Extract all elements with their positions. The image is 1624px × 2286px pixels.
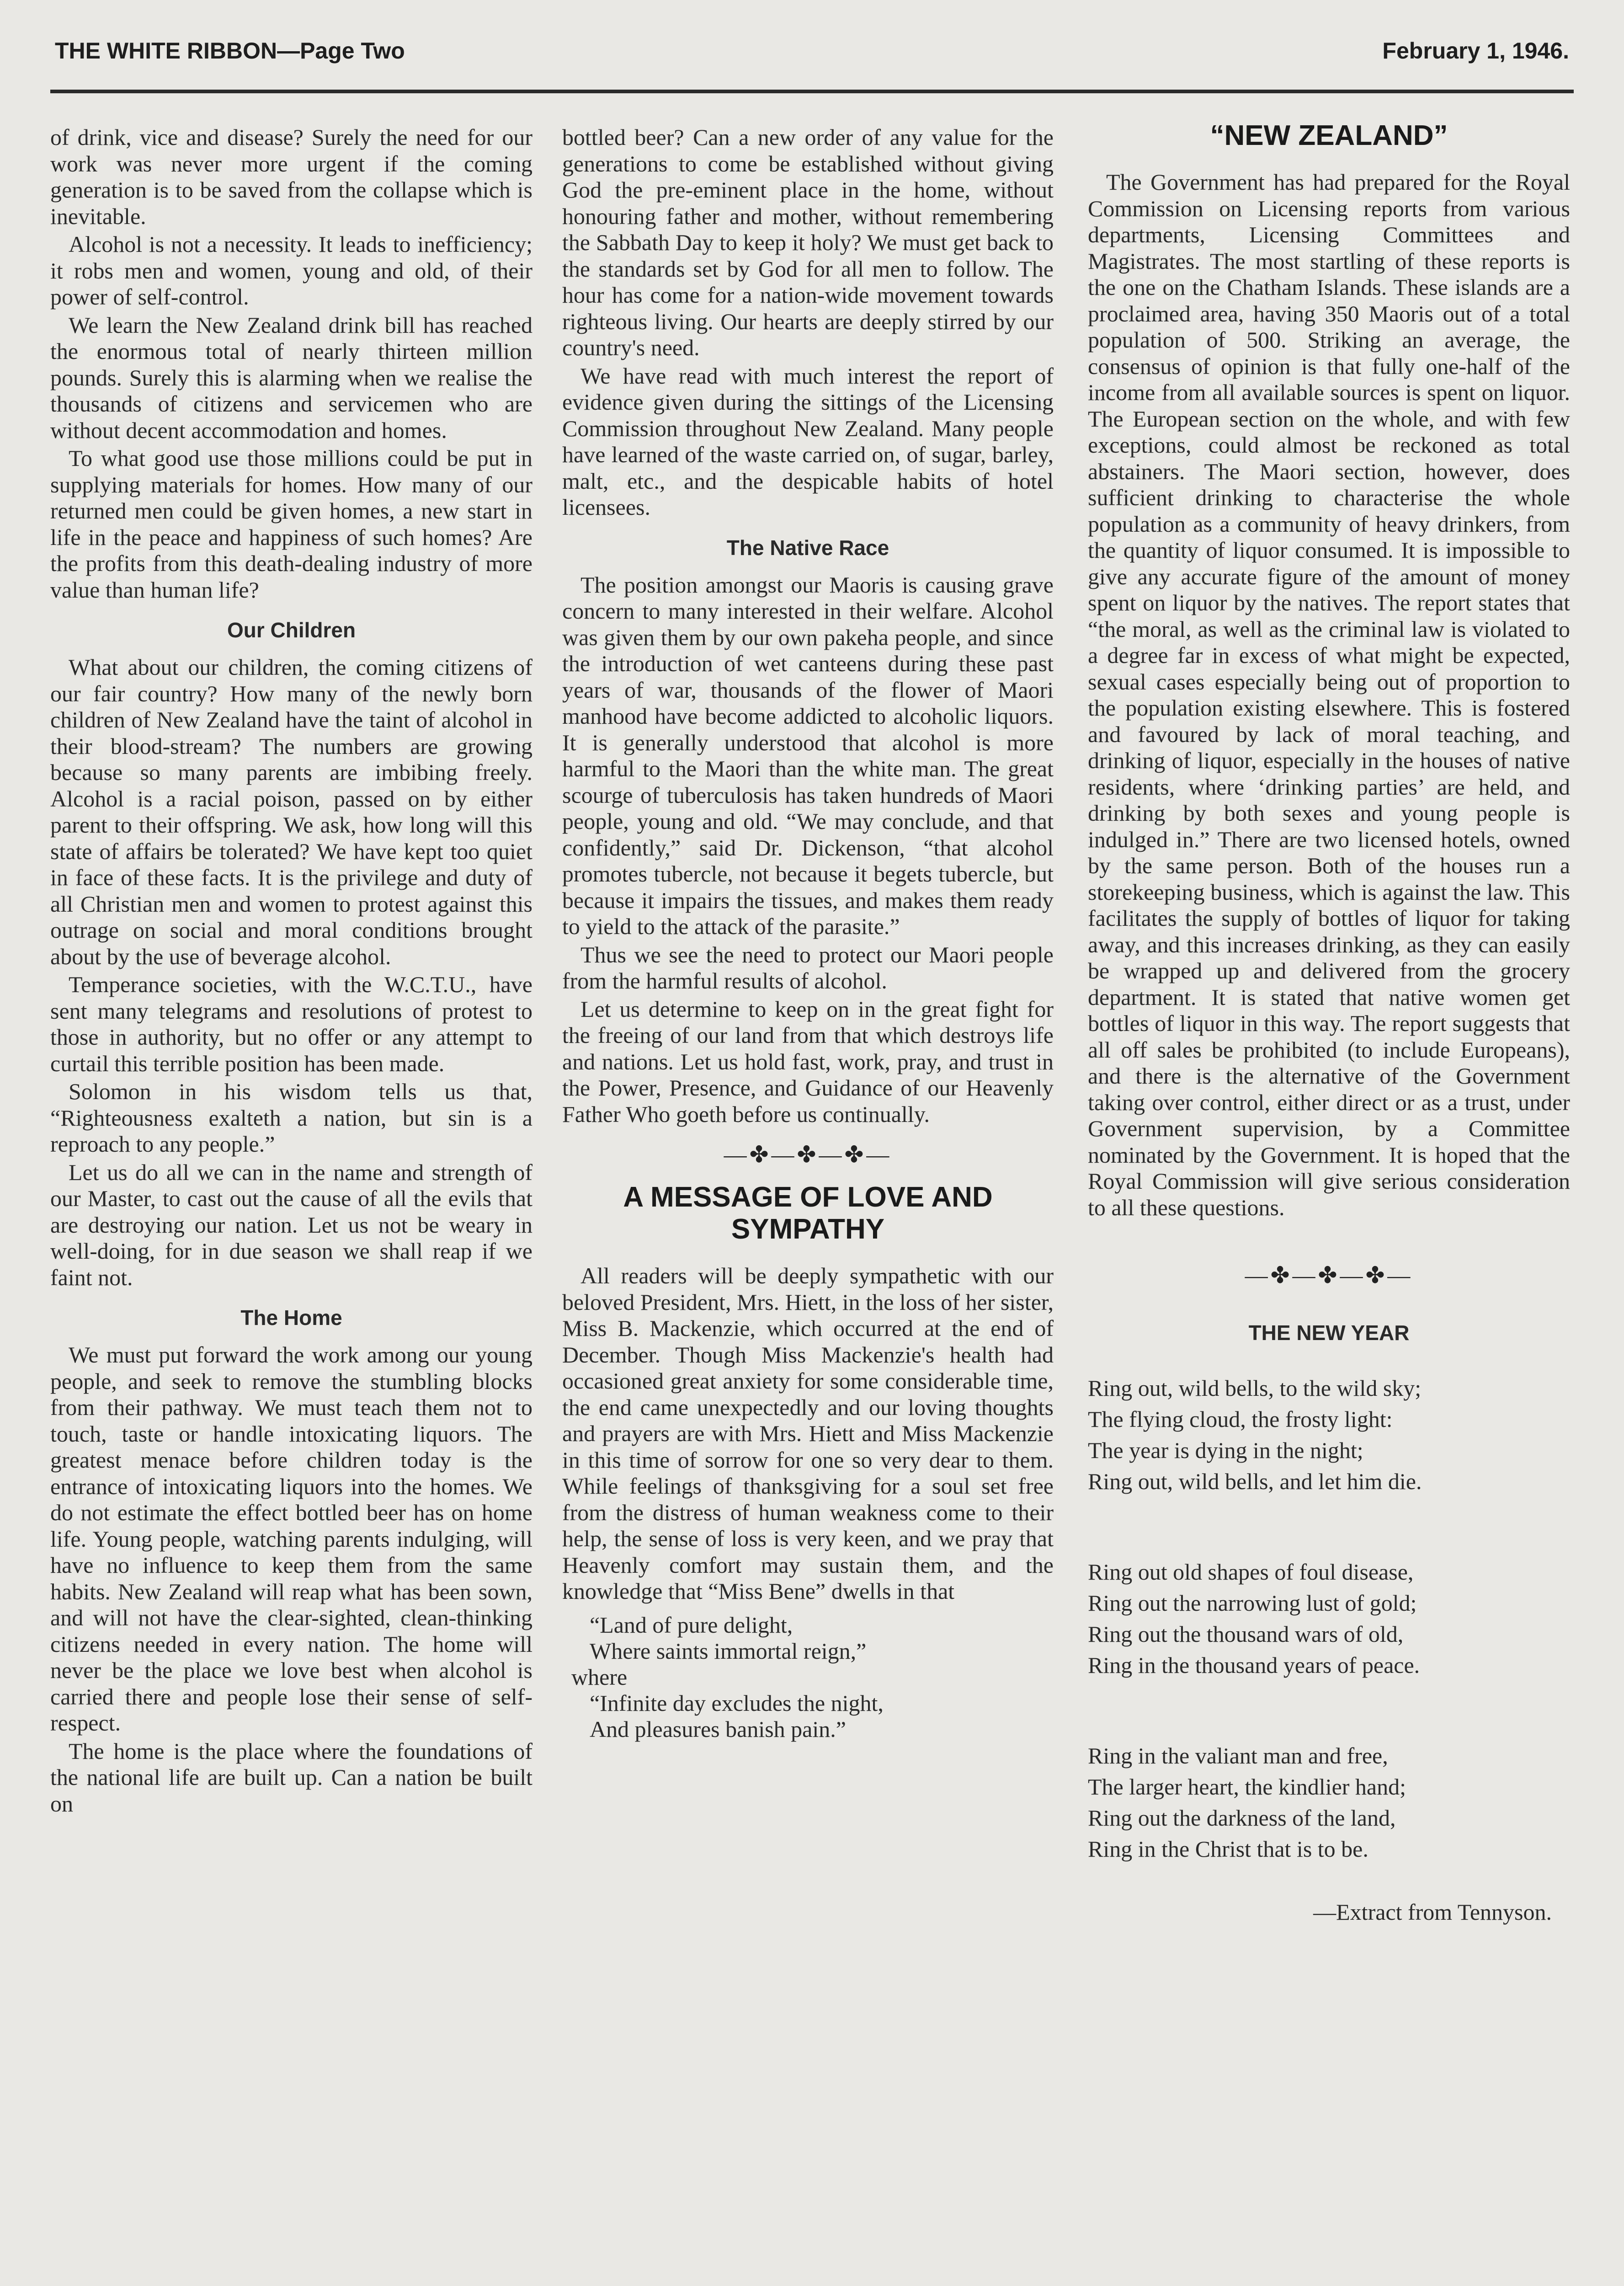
quote-line: “Land of pure delight,: [590, 1612, 793, 1638]
poem-line: Ring in the Christ that is to be.: [1088, 1836, 1368, 1862]
paragraph: bottled beer? Can a new order of any value for the generations to come be established without giving God the pre-eminent place in the home, without honouring father and mother, without remembering the Sabbath Day to keep it holy? We must get back to the standards set by God for all men to follow. The hour has come for a nation-wide movement towards righteous living. Our hearts are deeply stirred by our country's need.: [562, 124, 1054, 360]
paragraph: of drink, vice and disease? Surely the need for our work was never more urgent if the coming generation is to be saved from the collapse which is inevitable.: [50, 124, 532, 229]
page-header: [55, 32, 1569, 73]
quote-line: “Infinite day excludes the night,: [590, 1690, 884, 1716]
poem-attribution: —Extract from Tennyson.: [1313, 1899, 1552, 1925]
paragraph: We must put forward the work among our young people, and seek to remove the stumbling blocks from their pathway. We must teach them not to touch, taste or handle intoxicating liquors. The greatest menace before children today is the entrance of intoxicating liquors into the homes. We do not estimate the effect bottled beer has on home life. Young people, watching parents indulging, will have no influence to keep them from the same habits. New Zealand will reap what has been sown, and will not have the clear-sighted, clean-thinking citizens needed in every nation. The home will never be the place we love best when alcohol is carried there and people lose their sense of self-respect.: [50, 1342, 532, 1736]
poem-line: Ring out, wild bells, and let him die.: [1088, 1469, 1422, 1494]
section-heading-the-home: The Home: [240, 1306, 342, 1330]
poem-line: Ring out, wild bells, to the wild sky;: [1088, 1375, 1422, 1401]
poem-line: Ring in the valiant man and free,: [1088, 1743, 1388, 1768]
paragraph: Let us determine to keep on in the great fight for the freeing of our land from that which destroys life and nations. Let us hold fast, work, pray, and trust in the Power, Presence, and Guidance of our Heavenly Father Who goeth before us continually.: [562, 996, 1054, 1127]
poem-stanza: [1088, 1556, 1570, 1681]
paragraph: The position amongst our Maoris is causing grave concern to many interested in their welfare. Alcohol was given them by our own pakeha people, and since the introduction of wet canteens during these past years of war, thousands of the flower of Maori manhood have become addicted to alcoholic liquors. It is generally understood that alcohol is more harmful to the Maori than the white man. The great scourge of tuberculosis has taken hundreds of Maori people, young and old. “We may conclude, and that confidently,” said Dr. Dickenson, “that alcohol promotes tubercle, not because it begets tubercle, but because it impairs the tissues, and makes them ready to yield to the attack of the parasite.”: [562, 572, 1054, 939]
paragraph: All readers will be deeply sympathetic with our beloved President, Mrs. Hiett, in the loss of her sister, Miss B. Mackenzie, which occurred at the end of December. Though Miss Mackenzie's health had occasioned great anxiety for some considerable time, the end came unexpectedly and our loving thoughts and prayers are with Mrs. Hiett and Miss Mackenzie in this time of sorrow for one so very dear to them. While feelings of thanksgiving for a soul set free from the distress of human weakness come to their help, the sense of loss is very keen, and we pray that Heavenly comfort may sustain them, and the knowledge that “Miss Bene” dwells in that: [562, 1263, 1054, 1604]
column-1: [50, 124, 532, 1819]
paragraph: Let us do all we can in the name and strength of our Master, to cast out the cause of all the evils that are destroying our nation. Let us not be weary in well-doing, for in due season we shall reap if we faint not.: [50, 1159, 532, 1290]
paragraph: The home is the place where the foundations of the national life are built up. Can a nation be built on: [50, 1738, 532, 1816]
poem-line: Ring out old shapes of foul disease,: [1088, 1559, 1414, 1585]
poem-line: Ring out the thousand wars of old,: [1088, 1621, 1404, 1647]
column-2: [562, 124, 1054, 1742]
poem-line: Ring out the narrowing lust of gold;: [1088, 1590, 1417, 1616]
paragraph: Thus we see the need to protect our Maori people from the harmful results of alcohol.: [562, 941, 1054, 993]
section-heading-native-race: The Native Race: [726, 535, 889, 560]
article-headline-new-zealand: “NEW ZEALAND”: [1210, 120, 1448, 151]
poem-line: The year is dying in the night;: [1088, 1437, 1363, 1463]
paragraph: Solomon in his wisdom tells us that, “Righteousness exalteth a nation, but sin is a reproach to any people.”: [50, 1079, 532, 1157]
section-heading-our-children: Our Children: [227, 618, 356, 642]
column-3: [1088, 120, 1570, 1928]
poem-line: The flying cloud, the frosty light:: [1088, 1406, 1393, 1432]
header-rule: [50, 90, 1574, 93]
paragraph: We have read with much interest the report of evidence given during the sittings of the Licensing Commission throughout New Zealand. Many people have learned of the waste carried on, of sugar, barley, malt, etc., and the despicable habits of hotel licensees.: [562, 363, 1054, 520]
poem: [1088, 1373, 1570, 1928]
paragraph: We learn the New Zealand drink bill has reached the enormous total of nearly thirteen million pounds. Surely this is alarming when we realise the thousands of citizens and servicemen who are without decent accommodation and homes.: [50, 312, 532, 443]
poem-line: Ring in the thousand years of peace.: [1088, 1652, 1420, 1678]
poem-stanza: [1088, 1373, 1570, 1497]
paragraph: Alcohol is not a necessity. It leads to inefficiency; it robs men and women, young and old, of their power of self-control.: [50, 231, 532, 310]
running-title: THE WHITE RIBBON—Page Two: [55, 38, 405, 64]
hymn-quote: [562, 1612, 1054, 1742]
paragraph: Temperance societies, with the W.C.T.U., have sent many telegrams and resolutions of protest to those in authority, but no offer or any attempt to curtail this terrible position has been made.: [50, 972, 532, 1076]
poem-line: The larger heart, the kindlier hand;: [1088, 1774, 1406, 1800]
quote-line: Where saints immortal reign,”: [590, 1638, 867, 1664]
quote-line: where: [571, 1664, 628, 1690]
ornament-divider: —✤—✤—✤—: [724, 1142, 892, 1167]
poem-title: THE NEW YEAR: [1248, 1321, 1410, 1345]
paragraph: What about our children, the coming citizens of our fair country? How many of the newly born children of New Zealand have the taint of alcohol in their blood-stream? The numbers are growing because so many parents are imbibing freely. Alcohol is a racial poison, passed on by either parent to their offspring. We ask, how long will this state of affairs be tolerated? We have kept too quiet in face of these facts. It is the privilege and duty of all Christian men and women to protest against this outrage on social and moral conditions brought about by the use of beverage alcohol.: [50, 654, 532, 969]
poem-stanza: [1088, 1740, 1570, 1864]
quote-line: And pleasures banish pain.”: [590, 1716, 846, 1742]
paragraph: The Government has had prepared for the Royal Commission on Licensing reports from various departments, Licensing Committees and Magistrates. The most startling of these reports is the one on the Chatham Islands. These islands are a proclaimed area, having 350 Maoris out of a total population of 500. Striking an average, the consensus of opinion is that fully one-half of the income from all available sources is spent on liquor. The European section on the whole, and with few exceptions, could almost be reckoned as total abstainers. The Maori section, however, does sufficient drinking to characterise the whole population as a community of heavy drinkers, from the quantity of liquor consumed. It is impossible to give any accurate figure of the amount of money spent on liquor by the natives. The report states that “the moral, as well as the criminal law is violated to a degree far in excess of what might be expected, sexual cases especially being out of proportion to the population existing elsewhere. This is fostered and favoured by lack of moral teaching, and drinking of liquor, especially in the houses of native residents, where ‘drinking parties’ are held, and drinking by both sexes and young people is indulged in.” There are two licensed hotels, owned by the same person. Both of the houses run a storekeeping business, which is against the law. This facilitates the supply of bottles of liquor for taking away, and this increases drinking, as they can easily be wrapped up and delivered from the grocery department. It is stated that native women get bottles of liquor in this way. The report suggests that all off sales be prohibited (to include Europeans), and there is the alternative of the Government taking over control, either direct or as a trust, under Government supervision, by a Committee nominated by the Government. It is hoped that the Royal Commission will give serious consideration to all these questions.: [1088, 169, 1570, 1220]
article-headline-message: A MESSAGE OF LOVE AND SYMPATHY: [623, 1181, 993, 1245]
issue-date: February 1, 1946.: [1382, 38, 1569, 64]
paragraph: To what good use those millions could be put in supplying materials for homes. How many of our returned men could be given homes, a new start in life in the peace and happiness of such homes? Are the profits from this death-dealing industry of more value than human life?: [50, 445, 532, 603]
poem-line: Ring out the darkness of the land,: [1088, 1805, 1396, 1831]
ornament-divider: —✤—✤—✤—: [1245, 1262, 1413, 1288]
